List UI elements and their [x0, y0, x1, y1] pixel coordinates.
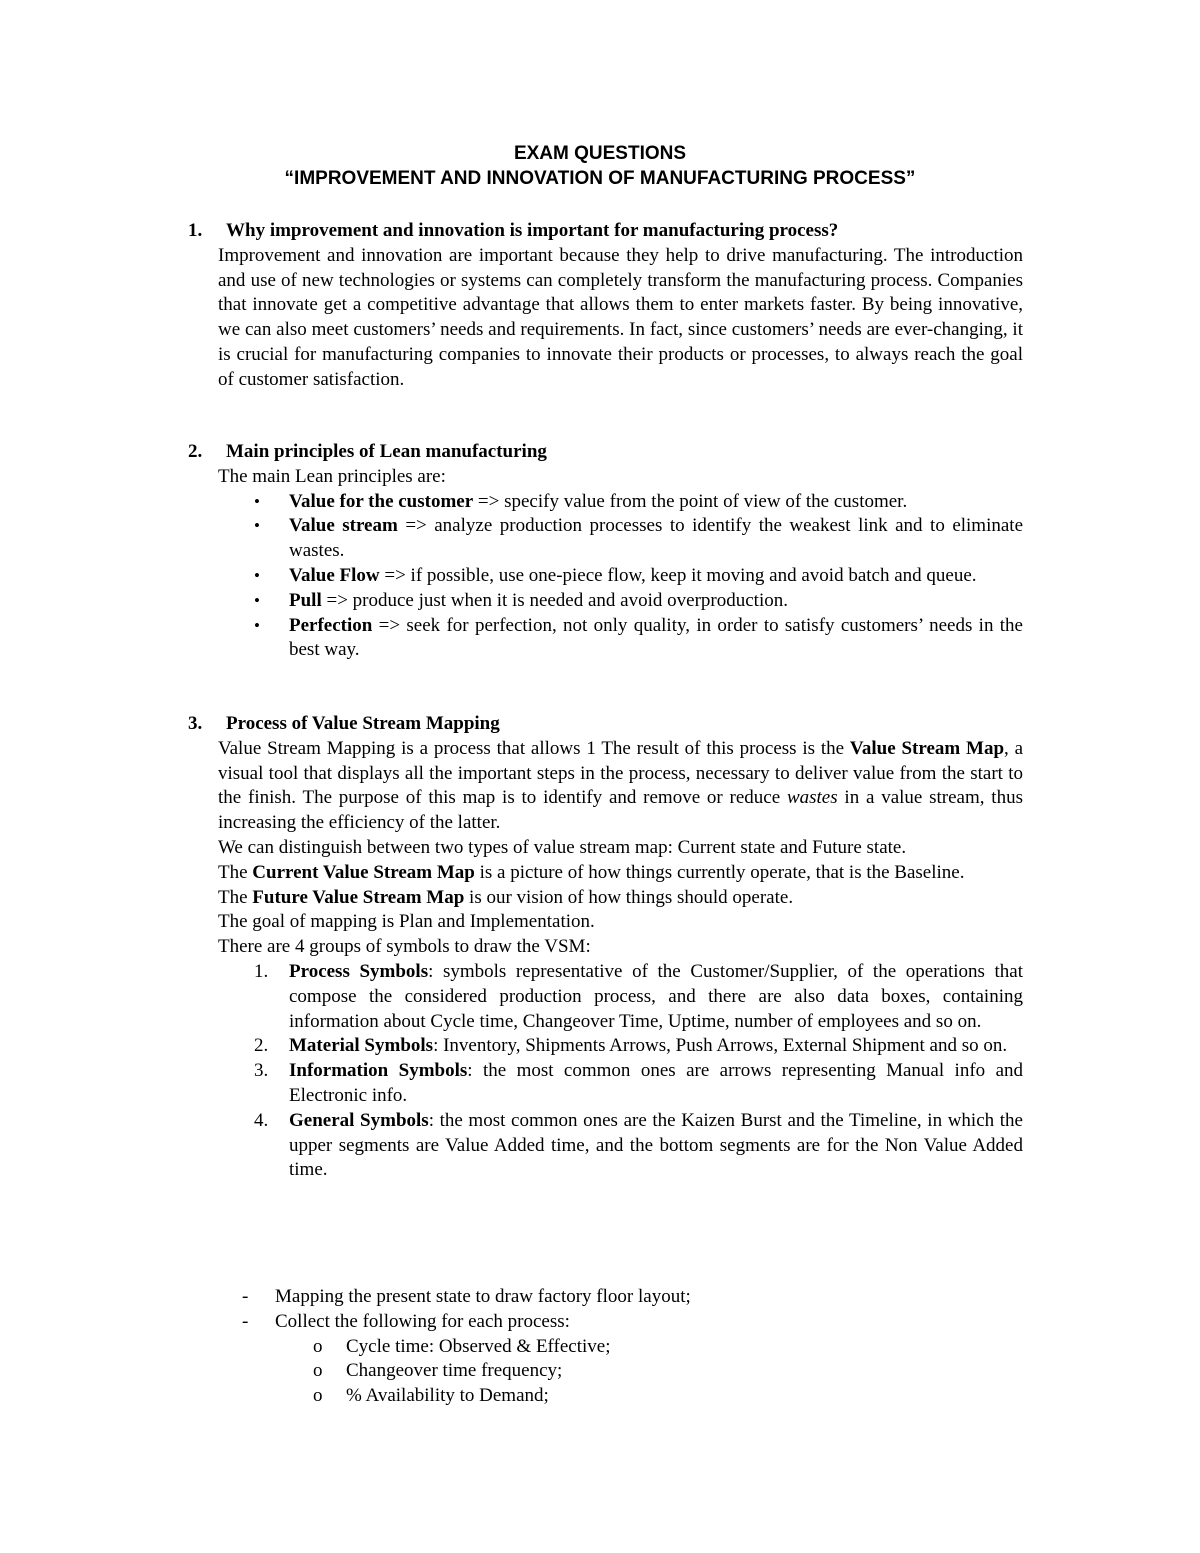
sub-step-text: Changeover time frequency;: [346, 1360, 563, 1382]
sub-step-text: Cycle time: Observed & Effective;: [346, 1335, 611, 1357]
dash-marker: -: [242, 1286, 249, 1307]
dash-marker: -: [242, 1310, 249, 1332]
list-item: [218, 564, 1023, 589]
vsm-text: is a picture of how things currently operate, that is the Baseline.: [474, 861, 965, 883]
bullet-icon: •: [254, 491, 260, 511]
bullet-icon: •: [254, 516, 260, 536]
question-2-heading: [188, 440, 547, 465]
principle-text: => specify value from the point of view of the customer.: [473, 490, 908, 512]
symbol-text: : the most common ones are arrows representing Manual info and Electronic info.: [289, 1060, 1023, 1106]
circle-marker: o: [313, 1385, 323, 1407]
list-number: 1.: [254, 960, 269, 982]
vsm-text: The: [218, 886, 253, 908]
document-title: EXAM QUESTIONS: [513, 143, 687, 164]
vsm-types: We can distinguish between two types of value stream map: Current state and Future state.: [218, 836, 907, 858]
vsm-text: The: [218, 861, 253, 883]
question-3-heading: [188, 712, 500, 737]
mapping-goal: The goal of mapping is Plan and Implementation.: [218, 911, 595, 933]
circle-marker: o: [313, 1360, 323, 1382]
list-item: [218, 1034, 1023, 1059]
list-item: [0, 1384, 1200, 1409]
symbols-intro: There are 4 groups of symbols to draw the VSM:: [218, 936, 591, 958]
list-item: [0, 1310, 1200, 1335]
current-vsm: [218, 861, 1023, 886]
symbol-term: Material Symbols: [289, 1035, 434, 1057]
question-1-answer: Improvement and innovation are important because they help to drive manufacturing. The introduction and use of new technologies or systems can completely transform the manufacturing process. Companies that innovate get a competitive advantage that allows them to enter markets faster. By being innovative, we can also meet customers’ needs and requirements. In fact, since customers’ needs are ever-changing, it is crucial for manufacturing companies to innovate their products or processes, to always reach the goal of customer satisfaction.: [218, 244, 1023, 390]
list-item: [218, 614, 1023, 664]
list-item: [218, 1059, 1023, 1109]
list-item: [218, 960, 1023, 1034]
principle-text: => seek for perfection, not only quality, in order to satisfy customers’ needs in the best way.: [289, 614, 1023, 661]
step-text: Mapping the present state to draw factory floor layout;: [275, 1286, 691, 1307]
principle-text: => if possible, use one-piece flow, keep it moving and avoid batch and queue.: [379, 564, 977, 586]
principle-term: Perfection: [289, 614, 373, 636]
question-3-title: Process of Value Stream Mapping: [226, 713, 500, 734]
principle-text: => analyze production processes to identify the weakest link and to eliminate wastes.: [289, 515, 1024, 562]
question-2-body: [218, 465, 1023, 663]
mapping-steps: [0, 1285, 1200, 1409]
lean-principles-list: [218, 490, 1023, 664]
symbol-text: : the most common ones are the Kaizen Burst and the Timeline, in which the upper segments are Value Added time, and the bottom segments are for the Non Value Added time.: [289, 1109, 1023, 1181]
list-item: [218, 514, 1023, 564]
symbol-text: : symbols representative of the Customer/Supplier, of the operations that compose the considered production process, and there are also data boxes, containing information about Cycle time, Changeover Time, Uptime, number of employees and so on.: [289, 960, 1023, 1032]
vsm-wastes: wastes: [786, 787, 838, 809]
list-number: 4.: [254, 1109, 269, 1131]
question-2-title: Main principles of Lean manufacturing: [226, 441, 547, 462]
sub-step-text: % Availability to Demand;: [346, 1385, 549, 1407]
list-item: [218, 589, 1023, 614]
vsm-text: , a visual tool that displays all the important steps in the process, necessary to deliver value from the start to the finish. The purpose of this map is to identify and remove or reduce: [218, 737, 1024, 809]
list-item: [218, 490, 1023, 515]
bullet-icon: •: [254, 590, 260, 610]
question-3-body: [218, 737, 1023, 1183]
principle-term: Pull: [289, 589, 322, 611]
question-3-number: 3.: [188, 713, 203, 734]
vsm-term: Future Value Stream Map: [252, 886, 465, 908]
bullet-icon: •: [254, 615, 260, 635]
vsm-text: in a value stream, thus increasing the efficiency of the latter.: [218, 787, 1023, 834]
circle-marker: o: [313, 1335, 323, 1357]
vsm-text: Value Stream Mapping is a process that allows 1 The result of this process is the: [218, 737, 850, 759]
symbol-text: : Inventory, Shipments Arrows, Push Arrows, External Shipment and so on.: [433, 1035, 1008, 1057]
vsm-text: is our vision of how things should operate.: [464, 886, 794, 908]
list-number: 2.: [254, 1035, 269, 1057]
symbol-term: Information Symbols: [289, 1060, 468, 1082]
list-item: [218, 1109, 1023, 1183]
question-2-intro: The main Lean principles are:: [218, 465, 446, 487]
symbol-term: Process Symbols: [289, 960, 429, 982]
step-text: Collect the following for each process:: [275, 1310, 570, 1332]
vsm-term: Current Value Stream Map: [252, 861, 475, 883]
question-1-number: 1.: [188, 220, 203, 241]
principle-text: => produce just when it is needed and avoid overproduction.: [321, 589, 788, 611]
vsm-definition: [218, 737, 1023, 836]
document-subtitle: “IMPROVEMENT AND INNOVATION OF MANUFACTURING PROCESS”: [284, 168, 916, 189]
future-vsm: [218, 886, 1023, 911]
symbol-term: General Symbols: [289, 1109, 429, 1131]
vsm-term: Value Stream Map: [849, 737, 1005, 759]
list-item: [0, 1335, 1200, 1360]
symbol-groups-list: [218, 960, 1023, 1183]
bullet-icon: •: [254, 565, 260, 585]
list-item: [0, 1359, 1200, 1384]
question-2-number: 2.: [188, 441, 203, 462]
list-item: [0, 1285, 1200, 1310]
principle-term: Value Flow: [289, 564, 380, 586]
principle-term: Value stream: [289, 515, 398, 537]
question-1-title: Why improvement and innovation is important for manufacturing process?: [226, 220, 839, 241]
principle-term: Value for the customer: [289, 490, 474, 512]
list-number: 3.: [254, 1060, 269, 1082]
question-1-heading: [188, 219, 838, 244]
